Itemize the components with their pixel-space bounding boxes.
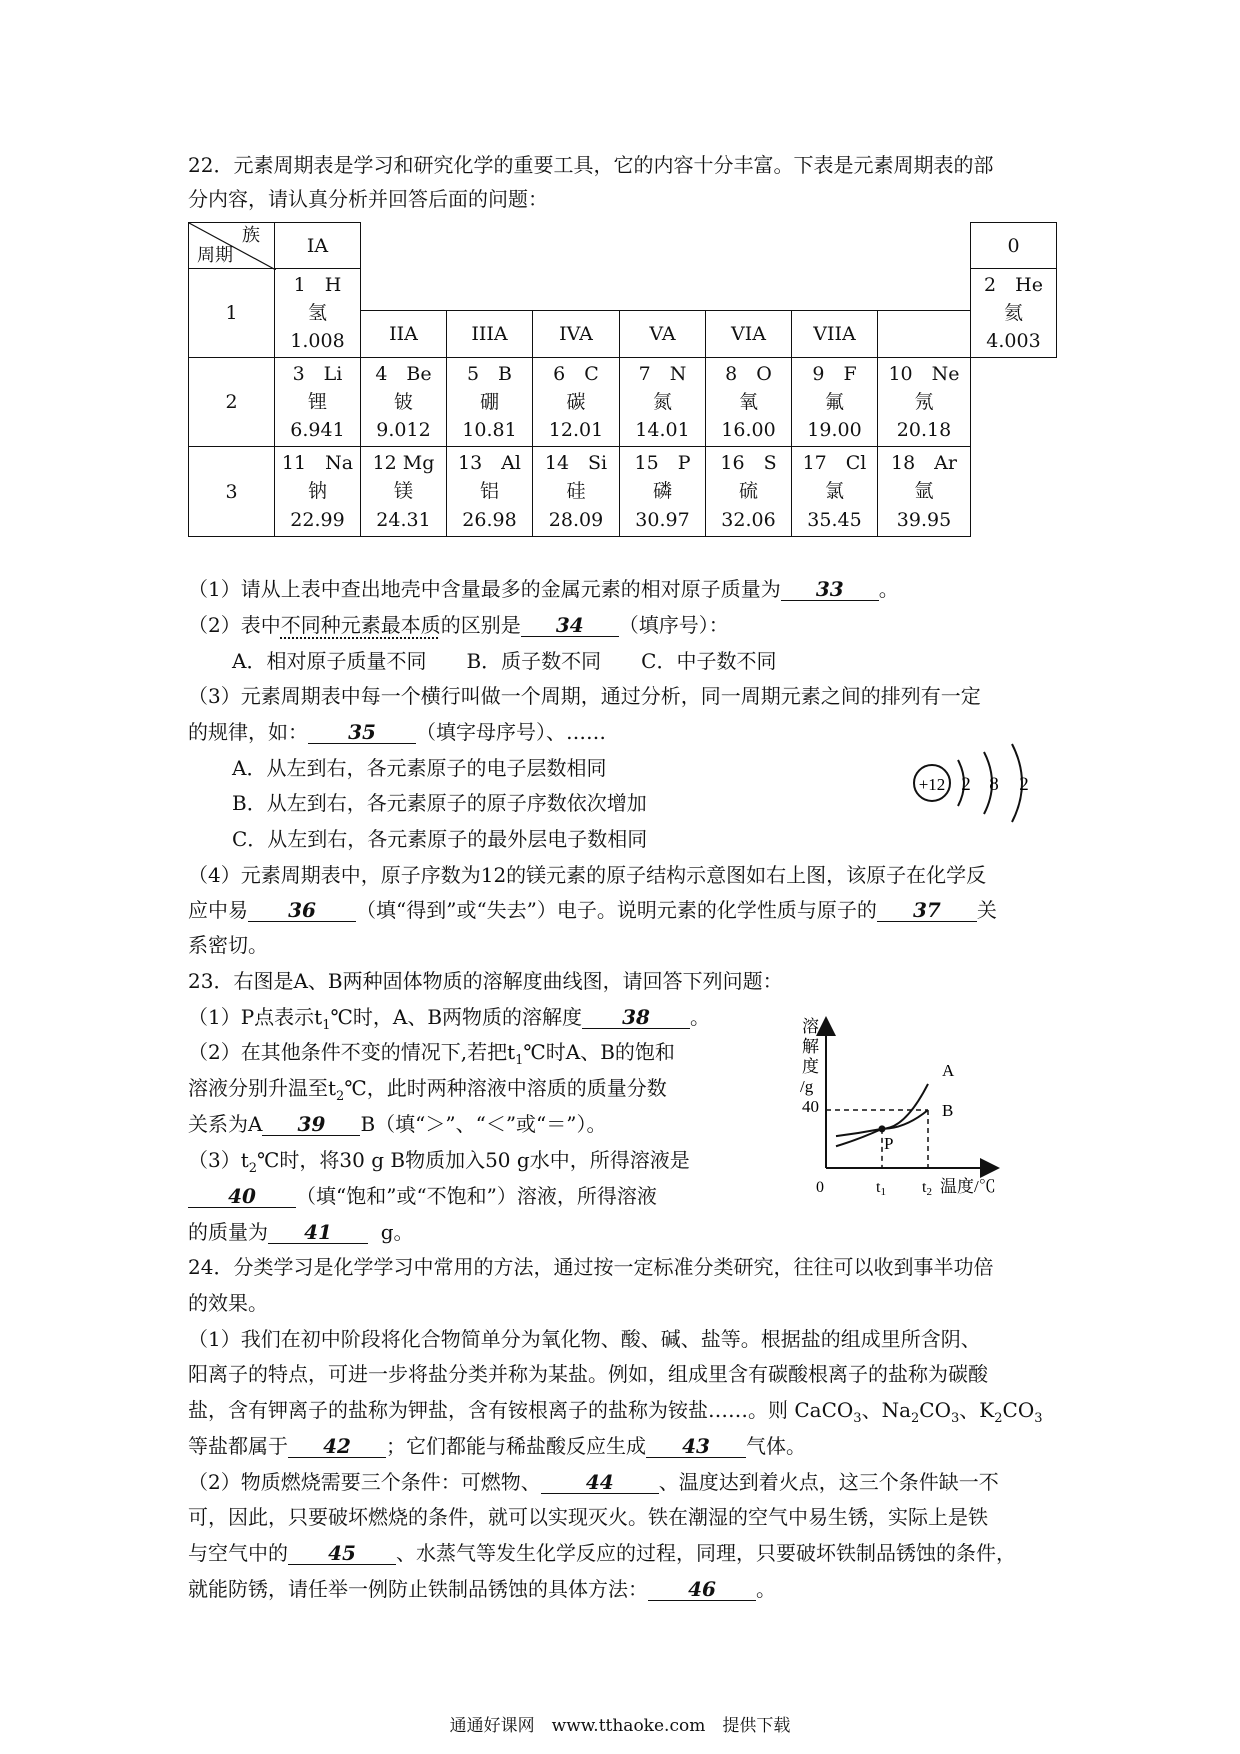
element-cell-B: 5 B 硼 10.81 bbox=[446, 357, 533, 447]
q22-intro-line2: 分内容，请认真分析并回答后面的问题： bbox=[188, 187, 548, 211]
element-cell-N: 7 N 氮 14.01 bbox=[619, 357, 706, 447]
element-cell-He: 2 He 氦 4.003 bbox=[970, 268, 1057, 358]
q22-p2-options: A．相对原子质量不同 B．质子数不同 C．中子数不同 bbox=[232, 649, 777, 673]
q23-p3-line3: 的质量为 41 g。 bbox=[188, 1220, 414, 1244]
element-cell-Mg: 12 Mg 镁 24.31 bbox=[360, 446, 447, 537]
element-cell-Ne: 10 Ne 氖 20.18 bbox=[877, 357, 971, 447]
series-label-A: A bbox=[942, 1060, 955, 1080]
element-cell-O: 8 O 氧 16.00 bbox=[705, 357, 792, 447]
empty-cell bbox=[970, 357, 1057, 447]
solubility-curve-chart bbox=[790, 1008, 1020, 1198]
element-cell-S: 16 S 硫 32.06 bbox=[705, 446, 792, 537]
element-cell-Ar: 18 Ar 氩 39.95 bbox=[877, 446, 971, 537]
series-label-B: B bbox=[942, 1101, 954, 1120]
x-tick-t2: t2 bbox=[922, 1179, 932, 1198]
element-cell-C: 6 C 碳 12.01 bbox=[532, 357, 620, 447]
q23-p3-line1: $(3)t_2℃$时，将30 g B物质加入50 g水中，所得溶液是 bbox=[188, 1148, 690, 1176]
answer-blank-46[interactable]: 46 bbox=[648, 1578, 756, 1601]
group-header-VIIA: VIIA bbox=[791, 310, 878, 358]
q24-intro-line2: 的效果。 bbox=[188, 1291, 268, 1315]
ylabel-char-2: 解 bbox=[802, 1037, 819, 1056]
q22-p1: （1）请从上表中查出地壳中含量最多的金属元素的相对原子质量为 33 。 bbox=[188, 577, 899, 601]
period-label-1: 1 bbox=[188, 268, 275, 358]
group-header-IIIA: IIIA bbox=[446, 310, 533, 358]
answer-blank-45[interactable]: 45 bbox=[288, 1542, 396, 1565]
table-corner-cell bbox=[188, 222, 275, 269]
emphasis-dotted-text: 不同种元素最本质 bbox=[280, 613, 441, 637]
page-footer: 通通好课网 www.tthaoke.com 提供下载 bbox=[449, 1716, 791, 1736]
answer-blank-40[interactable]: 40 bbox=[188, 1185, 296, 1208]
ylabel-char-1: 溶 bbox=[802, 1017, 819, 1036]
origin-label: 0 bbox=[816, 1179, 824, 1196]
element-cell-Cl: 17 Cl 氯 35.45 bbox=[791, 446, 878, 537]
answer-blank-38[interactable]: 38 bbox=[582, 1006, 690, 1029]
q24-p2-line2: 可，因此，只要破坏燃烧的条件，就可以实现灭火。铁在潮湿的空气中易生锈，实际上是铁 bbox=[188, 1505, 988, 1529]
shell-electrons-1: 2 bbox=[961, 774, 971, 795]
element-cell-H: 1 H 氢 1.008 bbox=[274, 268, 361, 358]
group-header-IIA: IIA bbox=[360, 310, 447, 358]
element-cell-Li: 3 Li 锂 6.941 bbox=[274, 357, 361, 447]
answer-blank-33[interactable]: 33 bbox=[781, 578, 879, 601]
q23-p2-line3: 关系为A 39 B（填“＞”、“＜”或“＝”）。 bbox=[188, 1112, 607, 1136]
q24-p1-line2: 阳离子的特点，可进一步将盐分类并称为某盐。例如，组成里含有碳酸根离子的盐称为碳酸 bbox=[188, 1362, 988, 1386]
nucleus-charge: +12 bbox=[918, 775, 946, 794]
q22-p3-optB: B．从左到右，各元素原子的原子序数依次增加 bbox=[232, 791, 647, 815]
x-axis-label: 温度/℃ bbox=[940, 1177, 996, 1196]
answer-blank-41[interactable]: 41 bbox=[268, 1221, 368, 1244]
element-cell-Al: 13 Al 铝 26.98 bbox=[446, 446, 533, 537]
q22-p2: （2）表中不同种元素最本质的区别是 34 （填序号）： bbox=[188, 613, 729, 637]
q24-p1-line1: （1）我们在初中阶段将化合物简单分为氧化物、酸、碱、盐等。根据盐的组成里所含阴、 bbox=[188, 1327, 981, 1351]
answer-blank-43[interactable]: 43 bbox=[646, 1435, 746, 1458]
q24-p2-line4: 就能防锈，请任举一例防止铁制品锈蚀的具体方法： 46 。 bbox=[188, 1577, 776, 1601]
magnesium-atom-diagram bbox=[908, 738, 1048, 828]
chart-marks bbox=[826, 1084, 928, 1168]
corner-period-label: 周期 bbox=[197, 245, 233, 266]
q22-p4-line3: 系密切。 bbox=[188, 933, 268, 957]
q22-p3-optA: A．从左到右，各元素原子的电子层数相同 bbox=[232, 756, 607, 780]
y-tick-40: 40 bbox=[802, 1097, 819, 1116]
answer-blank-39[interactable]: 39 bbox=[262, 1113, 360, 1136]
point-label-P: P bbox=[884, 1133, 894, 1153]
q24-p2-line3: 与空气中的 45 、水蒸气等发生化学反应的过程，同理，只要破坏铁制品锈蚀的条件， bbox=[188, 1541, 1016, 1565]
q23-p2-line1: （2）在其他条件不变的情况下,若把$t_1℃$时A、B的饱和 bbox=[188, 1040, 675, 1068]
q24-p2-line1: （2）物质燃烧需要三个条件：可燃物、 44 、温度达到着火点，这三个条件缺一不 bbox=[188, 1470, 999, 1494]
q23-p2-line2: 溶液分别升温至$t_2℃$，此时两种溶液中溶质的质量分数 bbox=[188, 1076, 667, 1104]
answer-blank-36[interactable]: 36 bbox=[248, 899, 356, 922]
periodic-table bbox=[188, 222, 1057, 572]
period-label-3: 3 bbox=[188, 446, 275, 537]
q22-intro-line1: 22．元素周期表是学习和研究化学的重要工具，它的内容十分丰富。下表是元素周期表的部 bbox=[188, 153, 994, 177]
group-header-VIA: VIA bbox=[705, 310, 792, 358]
element-cell-Na: 11 Na 钠 22.99 bbox=[274, 446, 361, 537]
ylabel-char-3: 度 bbox=[802, 1057, 819, 1076]
answer-blank-37[interactable]: 37 bbox=[877, 899, 977, 922]
shell-electrons-3: 2 bbox=[1019, 774, 1029, 795]
answer-blank-34[interactable]: 34 bbox=[521, 614, 619, 637]
group-header-VIIA-blank bbox=[877, 310, 971, 358]
element-cell-Be: 4 Be 铍 9.012 bbox=[360, 357, 447, 447]
x-tick-t1: t1 bbox=[876, 1179, 886, 1198]
q22-p3-line1: （3）元素周期表中每一个横行叫做一个周期，通过分析，同一周期元素之间的排列有一定 bbox=[188, 684, 981, 708]
period-label-2: 2 bbox=[188, 357, 275, 447]
shell-electrons-2: 8 bbox=[989, 774, 999, 795]
q24-p1-line3: 盐，含有钾离子的盐称为钾盐，含有铵根离子的盐称为铵盐……。则 CaCO$_3$、$Na_2CO_3$、$K_2CO_3$ bbox=[188, 1398, 1043, 1426]
q22-p3-line2: 的规律，如： 35 （填字母序号）、…… bbox=[188, 720, 606, 744]
q24-intro-line1: 24．分类学习是化学学习中常用的方法，通过按一定标准分类研究，往往可以收到事半功倍 bbox=[188, 1255, 994, 1279]
q23-p3-line2: 40 （填“饱和”或“不饱和”）溶液，所得溶液 bbox=[188, 1183, 1058, 1209]
group-header-IA: IA bbox=[274, 222, 361, 269]
answer-blank-35[interactable]: 35 bbox=[308, 721, 416, 744]
element-cell-Si: 14 Si 硅 28.09 bbox=[532, 446, 620, 537]
group-header-0: 0 bbox=[970, 222, 1057, 269]
q24-p1-line4: 等盐都属于 42 ；它们都能与稀盐酸反应生成 43 气体。 bbox=[188, 1434, 806, 1458]
q23-p1: （1）P点表示$t_1℃$时，A、B两物质的溶解度 38 。 bbox=[188, 1005, 711, 1033]
ylabel-char-4: /g bbox=[800, 1077, 814, 1096]
element-cell-F: 9 F 氟 19.00 bbox=[791, 357, 878, 447]
answer-blank-44[interactable]: 44 bbox=[541, 1471, 659, 1494]
q22-p3-optC: C．从左到右，各元素原子的最外层电子数相同 bbox=[232, 827, 648, 851]
element-cell-P: 15 P 磷 30.97 bbox=[619, 446, 706, 537]
y-axis-label bbox=[800, 1017, 819, 1096]
q22-p4-line1: （4）元素周期表中，原子序数为12的镁元素的原子结构示意图如右上图，该原子在化学反 bbox=[188, 863, 987, 887]
solubility-curve-A bbox=[836, 1084, 928, 1146]
group-header-VA: VA bbox=[619, 310, 706, 358]
q22-p4-line2: 应中易 36 （填“得到”或“失去”）电子。说明元素的化学性质与原子的 37 关 bbox=[188, 898, 997, 922]
group-header-IVA: IVA bbox=[532, 310, 620, 358]
corner-group-label: 族 bbox=[242, 225, 260, 246]
q23-intro: 23．右图是A、B两种固体物质的溶解度曲线图，请回答下列问题： bbox=[188, 969, 783, 993]
answer-blank-42[interactable]: 42 bbox=[288, 1435, 386, 1458]
